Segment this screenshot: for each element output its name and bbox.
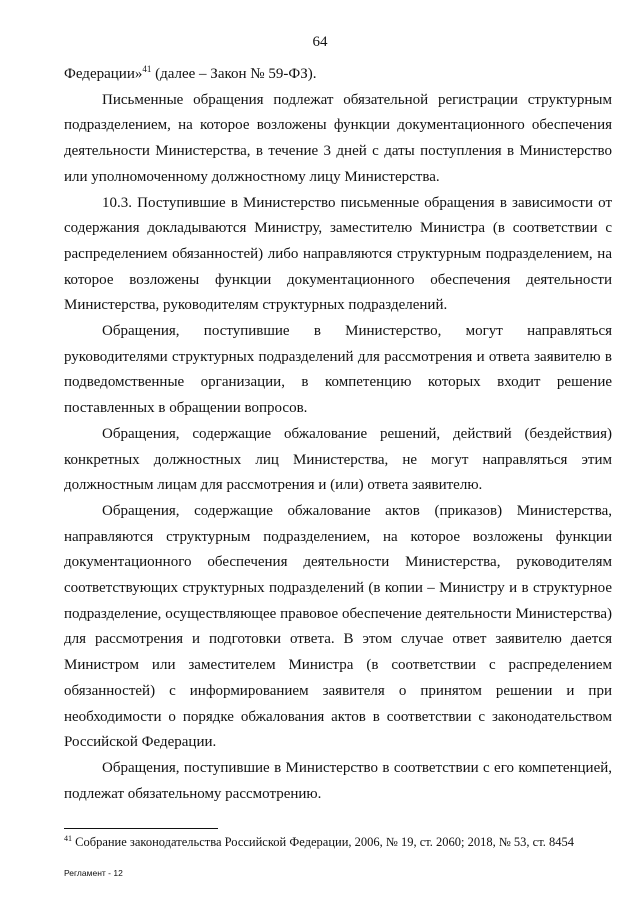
footnote [64, 834, 612, 850]
intro-paragraph [64, 62, 612, 88]
paragraph-subordinate-orgs: Обращения, поступившие в Министерство, могут направляться руководителями структурных подразделений для рассмотрения и ответа заявителю в подведомственные организации, в компетенцию которых входит решение поставленных в обращении вопросов. [64, 323, 612, 417]
intro-text-after: (далее – Закон № 59-ФЗ). [151, 66, 317, 82]
paragraph-10-3: 10.3. Поступившие в Министерство письменные обращения в зависимости от содержания докладываются Министру, заместителю Министра (в соответствии с распределением обязанностей) либо направляются структурным подразделением, на которое возложены функции документационного обеспечения деятельности Министерства, руководителям структурных подразделений. [64, 194, 612, 314]
paragraph-mandatory-review: Обращения, поступившие в Министерство в соответствии с его компетенцией, подлежат обязательному рассмотрению. [64, 759, 612, 802]
footnote-divider [64, 828, 218, 829]
intro-text-before: Федерации» [64, 66, 143, 82]
paragraph-appeal-officials: Обращения, содержащие обжалование решений, действий (бездействия) конкретных должностных лиц Министерства, не могут направляться этим должностным лицам для рассмотрения и (или) ответа заявителю. [64, 425, 612, 494]
paragraph-appeal-acts: Обращения, содержащие обжалование актов (приказов) Министерства, направляются структурным подразделением, на которое возложены функции документационного обеспечения деятельности Министерства, руководителям соответствующих структурных подразделений (в копии – Министру и в структурное подразделение, осуществляющее правовое обеспечение деятельности Министерства) для рассмотрения и подготовки ответа. В этом случае ответ заявителю дается Министром или заместителем Министра (в соответствии с распределением обязанностей) с информированием заявителя о принятом решении и при необходимости о порядке обжалования актов в соответствии с законодательством Российской Федерации. [64, 502, 612, 751]
footnote-text: Собрание законодательства Российской Федерации, 2006, № 19, ст. 2060; 2018, № 53, ст. 8454 [72, 835, 574, 849]
footnote-number: 41 [64, 833, 72, 843]
page-number: 64 [312, 34, 328, 50]
footer-mark: Регламент - 12 [64, 868, 123, 878]
footnote-reference[interactable]: 41 [142, 64, 152, 74]
paragraph-registration: Письменные обращения подлежат обязательной регистрации структурным подразделением, на которое возложены функции документационного обеспечения деятельности Министерства, в течение 3 дней с даты поступления в Министерство или уполномоченному должностному лицу Министерства. [64, 91, 612, 185]
document-body [64, 62, 612, 807]
